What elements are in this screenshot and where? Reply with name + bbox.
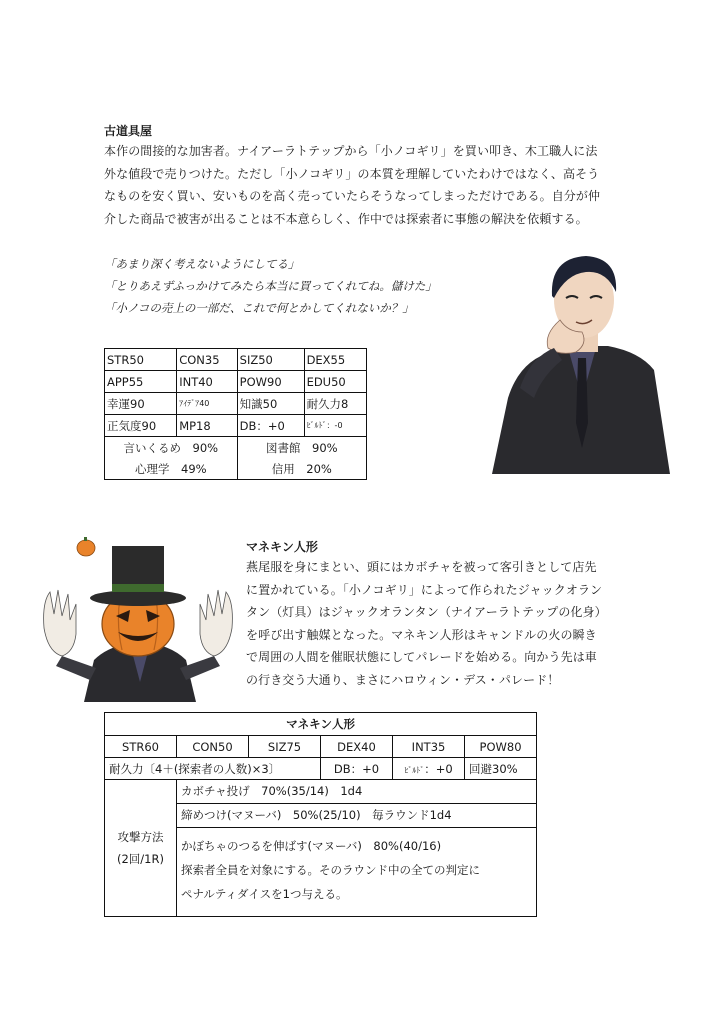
stat-cell: CON35 — [177, 349, 237, 371]
table-row — [105, 371, 367, 393]
stat-cell: SIZ75 — [249, 736, 321, 758]
stat-cell: MP18 — [177, 415, 237, 437]
stat-cell: DB：+0 — [237, 415, 304, 437]
stat-cell: EDU50 — [304, 371, 366, 393]
stat-cell: DEX55 — [304, 349, 366, 371]
table-row — [105, 393, 367, 415]
stat-cell: APP55 — [105, 371, 177, 393]
shop-stats-table — [104, 348, 367, 480]
shop-description-line: なものを安く買い、安いものを高く売っていたらそうなってしまっただけである。自分が仲 — [104, 189, 601, 203]
skill-cell: 言いくるめ 90% — [105, 437, 238, 459]
dodge-cell: 回避30% — [465, 758, 537, 780]
skill-cell: 心理学 49% — [105, 458, 238, 480]
special-attack — [177, 828, 536, 916]
mannequin-description-line: タン（灯具）はジャックオランタン（ナイアーラトテップの化身） — [246, 605, 607, 619]
special-attack-line: かぼちゃのつるを伸ばす(マヌーバ) 80%(40/16) — [181, 839, 442, 853]
stat-cell: SIZ50 — [237, 349, 304, 371]
shop-quote: 「とりあえずふっかけてみたら本当に買ってくれてね。儲けた」 — [104, 279, 437, 293]
stat-cell: INT35 — [393, 736, 465, 758]
mannequin-description-line: 燕尾服を身にまとい、頭にはカボチャを被って客引きとして店先 — [246, 560, 597, 574]
mannequin-description-line: に置かれている。「小ノコギリ」によって作られたジャックオラン — [246, 582, 603, 597]
shop-description — [104, 140, 600, 230]
stat-cell: 幸運90 — [105, 393, 177, 415]
mannequin-description-line: を呼び出す触媒となった。マネキン人形はキャンドルの火の瞬き — [246, 627, 597, 642]
mannequin-portrait — [40, 532, 236, 702]
shop-quote: 「小ノコの売上の一部だ、これで何とかしてくれないか？」 — [104, 301, 414, 315]
hp-cell: 耐久力〔4＋(探索者の人数)×3〕 — [105, 758, 321, 780]
build-value: ：+0 — [424, 761, 453, 776]
stat-cell: POW90 — [237, 371, 304, 393]
table-row — [105, 415, 367, 437]
stat-cell: 耐久力8 — [304, 393, 366, 415]
table-row — [105, 458, 367, 480]
mannequin-description-line: の行き交う大通り、まさにハロウィン・デス・パレード！ — [246, 672, 560, 687]
table-row — [105, 437, 367, 459]
stat-cell: POW80 — [465, 736, 537, 758]
build-cell — [393, 758, 465, 780]
shop-description-line: 外な値段で売りつけた。ただし「小ノコギリ」の本質を理解していたわけではなく、高そう — [104, 166, 600, 181]
mannequin-description-line: で周囲の人間を催眠状態にしてパレードを始める。向かう先は車 — [246, 650, 597, 664]
db-cell: DB：+0 — [321, 758, 393, 780]
attack-count: (2回/1R) — [117, 852, 164, 866]
stat-cell: STR60 — [105, 736, 177, 758]
shopkeeper-portrait — [490, 248, 672, 474]
mannequin-stats-table — [104, 712, 537, 917]
shop-quotes — [104, 253, 437, 319]
shop-description-line: 本作の間接的な加害者。ナイアーラトテップから「小ノコギリ」を買い叩き、木工職人に法 — [104, 144, 598, 158]
skill-cell: 信用 20% — [237, 458, 366, 480]
special-attack-line: ペナルティダイスを1つ与える。 — [181, 887, 348, 901]
table-row — [105, 758, 537, 780]
stat-cell: ﾋﾞﾙﾄﾞ：-0 — [304, 415, 366, 437]
stat-cell: STR50 — [105, 349, 177, 371]
shop-description-line: 介した商品で被害が出ることは不本意らしく、作中では探索者に事態の解決を依頼する。 — [104, 211, 588, 226]
stat-cell: INT40 — [177, 371, 237, 393]
attack-item: 締めつけ(マヌーバ) 50%(25/10) 毎ラウンド1d4 — [177, 804, 536, 828]
attack-list-cell — [177, 780, 537, 917]
table-row — [105, 736, 537, 758]
attack-label-cell — [105, 780, 177, 917]
attack-item: カボチャ投げ 70%(35/14) 1d4 — [177, 780, 536, 804]
table-row — [105, 780, 537, 917]
shop-heading: 古道具屋 — [104, 124, 153, 138]
stat-cell: DEX40 — [321, 736, 393, 758]
attack-label: 攻撃方法 — [117, 830, 164, 844]
stat-cell: 知識50 — [237, 393, 304, 415]
table-row — [105, 713, 537, 736]
mannequin-description — [246, 556, 607, 691]
shop-quote: 「あまり深く考えないようにしてる」 — [104, 257, 300, 271]
build-label: ﾋﾞﾙﾄﾞ — [404, 765, 425, 775]
stat-cell: 正気度90 — [105, 415, 177, 437]
stat-block-title: マネキン人形 — [105, 713, 537, 736]
mannequin-heading: マネキン人形 — [246, 540, 318, 554]
special-attack-line: 探索者全員を対象にする。そのラウンド中の全ての判定に — [181, 863, 480, 877]
skill-cell: 図書館 90% — [237, 437, 366, 459]
stat-cell: ｱｲﾃﾞｱ40 — [177, 393, 237, 415]
stat-cell: CON50 — [177, 736, 249, 758]
table-row — [105, 349, 367, 371]
